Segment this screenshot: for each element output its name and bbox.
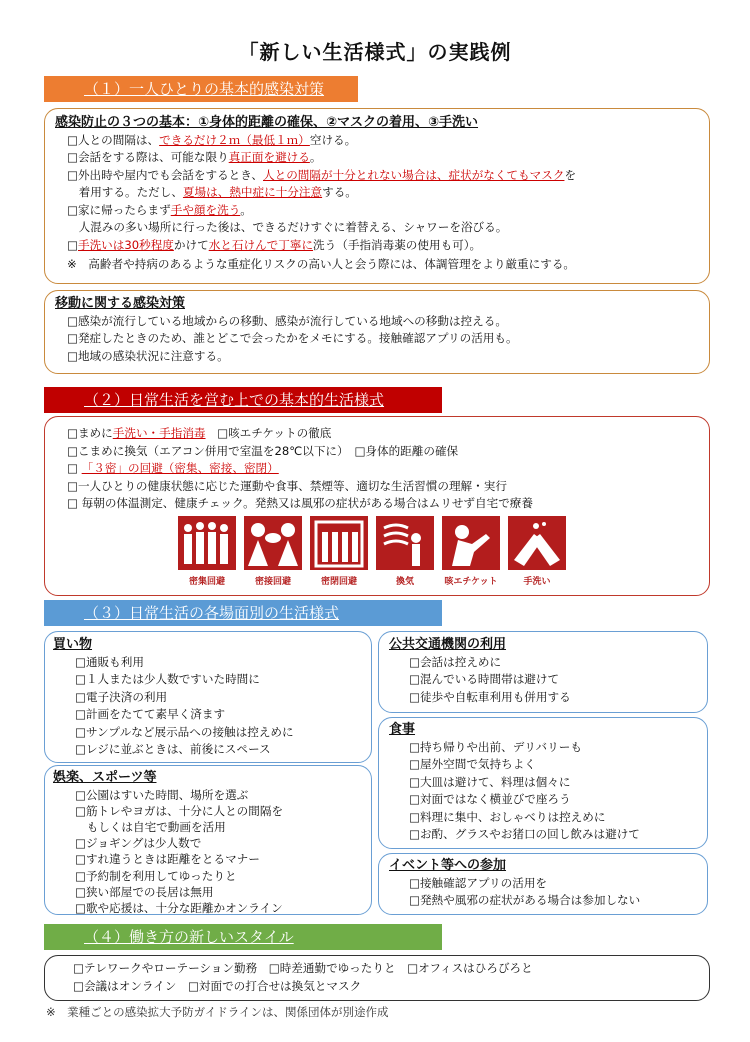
meal-item: □お酌、グラスやお猪口の回し飲みは避けて: [409, 827, 640, 841]
entertainment-item: □狭い部屋での長居は無用: [75, 884, 214, 899]
travel-item: □地域の感染状況に注意する。: [67, 348, 229, 363]
meal-title: 食事: [389, 722, 416, 737]
transport-title: 公共交通機関の利用: [389, 637, 507, 652]
shopping-item: □１人または少人数ですいた時間に: [75, 672, 260, 686]
travel-item: □発症したときのため、誰とどこで会ったかをメモにする。接触確認アプリの活用も。: [67, 331, 518, 345]
life-item: □まめに手洗い・手指消毒 □咳エチケットの徹底: [67, 426, 332, 440]
entertainment-box: [44, 765, 372, 915]
event-item: □発熱や風邪の症状がある場合は参加しない: [409, 893, 641, 907]
handwash-icon: 手洗い: [508, 516, 566, 587]
rule-crowd: 人混みの多い場所に行った後は、できるだけすぐに着替える、シャワーを浴びる。: [67, 220, 508, 234]
entertainment-item: □予約制を利用してゆったりと: [75, 868, 237, 883]
crowd-avoid-icon: 密集回避: [178, 516, 236, 587]
event-box: [378, 853, 708, 915]
work-item: □会議はオンライン □対面での打合せは換気とマスク: [73, 978, 362, 993]
rule-mask: □外出時や屋内でも会話をするとき、人との間隔が十分とれない場合は、症状がなくてもマスクを: [67, 167, 577, 182]
rule-wash-face: □家に帰ったらまず手や顔を洗う。: [67, 202, 252, 217]
note-elderly: ※ 高齢者や持病のあるような重症化リスクの高い人と会う際には、体調管理をより厳重にする。: [67, 257, 576, 271]
close-contact-avoid-icon: 密接回避: [244, 516, 302, 587]
meal-item: □持ち帰りや出前、デリバリーも: [409, 739, 582, 754]
life-item: □ 「３密」の回避（密集、密接、密閉）: [67, 461, 279, 475]
shopping-item: □電子決済の利用: [75, 689, 168, 704]
meal-item: □屋外空間で気持ちよく: [409, 757, 536, 771]
meal-item: □大皿は避けて、料理は個々に: [409, 774, 571, 789]
entertainment-title: 娯楽、スポーツ等: [53, 770, 157, 785]
travel-box: [44, 290, 710, 374]
entertainment-item: □公園はすいた時間、場所を選ぶ: [75, 787, 249, 802]
ventilation-icon: 換気: [376, 516, 434, 587]
rule-mask-cont: 着用する。ただし、夏場は、熱中症に十分注意する。: [67, 185, 357, 199]
transport-box: [378, 631, 708, 713]
closed-space-avoid-icon: 密閉回避: [310, 516, 368, 587]
travel-item: □感染が流行している地域からの移動、感染が流行している地域への移動は控える。: [67, 313, 507, 328]
workstyle-box: [44, 955, 710, 1001]
basic-title: 感染防止の３つの基本：①身体的距離の確保、②マスクの着用、③手洗い: [55, 115, 479, 130]
shopping-item: □通販も利用: [75, 654, 144, 669]
shopping-box: [44, 631, 372, 763]
basic-infection-box: [44, 108, 710, 284]
entertainment-item: □すれ違うときは距離をとるマナー: [75, 852, 260, 867]
life-item: □一人ひとりの健康状態に応じた運動や食事、禁煙等、適切な生活習慣の理解・実行: [67, 478, 507, 493]
shopping-title: 買い物: [53, 637, 93, 652]
cough-etiquette-icon: 咳エチケット: [442, 516, 500, 587]
section3-header: （３）日常生活の各場面別の生活様式: [44, 600, 442, 626]
meal-box: [378, 717, 708, 849]
section2-header: （２）日常生活を営む上での基本的生活様式: [44, 387, 442, 413]
meal-item: □対面ではなく横並びで座ろう: [409, 792, 571, 806]
page-title: 「新しい生活様式」の実践例: [238, 40, 512, 64]
shopping-item: □サンプルなど展示品への接触は控えめに: [75, 724, 294, 739]
entertainment-item: □筋トレやヨガは、十分に人との間隔を: [75, 803, 284, 818]
travel-title: 移動に関する感染対策: [55, 296, 186, 311]
shopping-item: □計画をたてて素早く済ます: [75, 707, 226, 721]
meal-item: □料理に集中、おしゃべりは控えめに: [409, 809, 606, 824]
entertainment-item: □ジョギングは少人数で: [75, 836, 202, 851]
transport-item: □混んでいる時間帯は避けて: [409, 672, 560, 686]
event-title: イベント等への参加: [389, 858, 507, 873]
work-item: □テレワークやローテーション勤務 □時差通勤でゆったりと □オフィスはひろびろと: [73, 961, 533, 975]
event-item: □接触確認アプリの活用を: [409, 875, 548, 890]
footnote: ※ 業種ごとの感染拡大予防ガイドラインは、関係団体が別途作成: [46, 1005, 389, 1019]
section1-header: （１）一人ひとりの基本的感染対策: [44, 76, 358, 102]
entertainment-item: もしくは自宅で動画を活用: [75, 819, 226, 834]
shopping-item: □レジに並ぶときは、前後にスペース: [75, 742, 271, 756]
rule-handwash: □手洗いは30秒程度かけて水と石けんで丁寧に洗う（手指消毒薬の使用も可）。: [67, 237, 482, 252]
transport-item: □会話は控えめに: [409, 654, 502, 669]
section4-header: （４）働き方の新しいスタイル: [44, 924, 442, 950]
life-item: □ 毎朝の体温測定、健康チェック。発熱又は風邪の症状がある場合はムリせず自宅で療養: [67, 496, 533, 510]
rule-conversation: □会話をする際は、可能な限り真正面を避ける。: [67, 150, 322, 164]
life-item: □こまめに換気（エアコン併用で室温を28℃以下に） □身体的距離の確保: [67, 443, 459, 458]
transport-item: □徒歩や自転車利用も併用する: [409, 689, 571, 704]
rule-distance: □人との間隔は、できるだけ２ｍ（最低１ｍ）空ける。: [67, 132, 357, 147]
entertainment-item: □歌や応援は、十分な距離かオンライン: [75, 900, 283, 915]
pictogram-row: [178, 516, 564, 592]
